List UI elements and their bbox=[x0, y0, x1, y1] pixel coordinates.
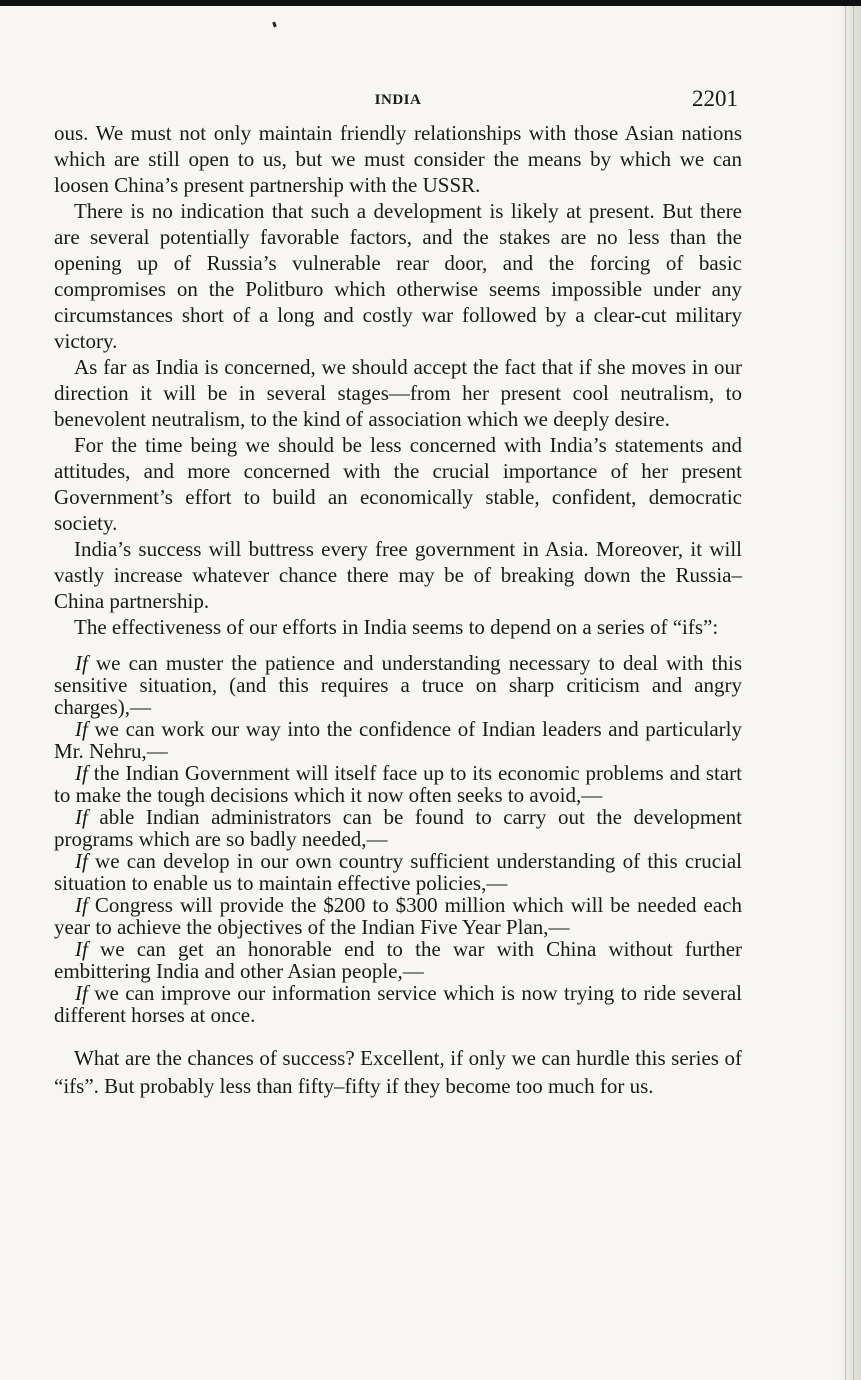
if-item bbox=[54, 718, 742, 762]
if-text: able Indian administrators can be found to carry out the development programs which are so badly needed,— bbox=[54, 805, 742, 851]
binding-edge bbox=[839, 6, 861, 1380]
if-text: we can work our way into the confidence of Indian leaders and particularly Mr. Nehru,— bbox=[54, 717, 742, 763]
running-head: INDIA bbox=[374, 92, 422, 108]
if-word: If bbox=[75, 937, 88, 961]
if-word: If bbox=[75, 849, 88, 873]
page-number: 2201 bbox=[692, 86, 738, 111]
paragraph: The effectiveness of our efforts in India seems to depend on a series of “ifs”: bbox=[74, 615, 719, 639]
document-page bbox=[54, 86, 742, 1100]
if-text: we can muster the patience and understanding necessary to deal with this sensitive situation, (and this requires a truce on sharp criticism and angry charges),— bbox=[54, 651, 742, 719]
if-item bbox=[54, 938, 742, 982]
if-text: the Indian Government will itself face up to its economic problems and start to make the tough decisions which it now often seeks to avoid,— bbox=[54, 761, 743, 807]
if-text: Congress will provide the $200 to $300 million which will be needed each year to achieve the objectives of the Indian Five Year Plan,— bbox=[54, 893, 742, 939]
ifs-list bbox=[54, 652, 742, 1026]
if-word: If bbox=[75, 981, 88, 1005]
paragraph: As far as India is concerned, we should accept the fact that if she moves in our direction it will be in several stages—from her present cool neutralism, to benevolent neutralism, to the kind of association which we deeply desire. bbox=[54, 355, 742, 431]
if-item bbox=[54, 894, 742, 938]
if-item bbox=[54, 850, 742, 894]
if-word: If bbox=[75, 717, 88, 741]
if-item bbox=[54, 982, 742, 1026]
if-item bbox=[54, 806, 742, 850]
ink-speck bbox=[272, 22, 277, 28]
paragraph: For the time being we should be less concerned with India’s statements and attitudes, and more concerned with the crucial importance of her present Government’s effort to build an economically stable, confident, democratic society. bbox=[54, 433, 742, 535]
if-word: If bbox=[75, 893, 88, 917]
paragraph: There is no indication that such a development is likely at present. But there are several potentially favorable factors, and the stakes are no less than the opening up of Russia’s vulnerable rear door, and the forcing of basic compromises on the Politburo which otherwise seems impossible under any circumstances short of a long and costly war followed by a clear-cut military victory. bbox=[54, 199, 742, 353]
page-top-border bbox=[0, 0, 861, 6]
if-text: we can develop in our own country sufficient understanding of this crucial situation to enable us to maintain effective policies,— bbox=[54, 849, 743, 895]
paragraph: India’s success will buttress every free government in Asia. Moreover, it will vastly increase whatever chance there may be of breaking down the Russia–China partnership. bbox=[54, 537, 742, 613]
if-word: If bbox=[75, 805, 88, 829]
if-item bbox=[54, 762, 742, 806]
if-word: If bbox=[75, 761, 88, 785]
closing-paragraph: What are the chances of success? Excellent, if only we can hurdle this series of “ifs”. But probably less than fifty–fifty if they become too much for us. bbox=[54, 1046, 742, 1098]
if-word: If bbox=[75, 651, 88, 675]
if-text: we can improve our information service which is now trying to ride several different horses at once. bbox=[54, 981, 743, 1027]
if-item bbox=[54, 652, 742, 718]
if-text: we can get an honorable end to the war with China without further embittering India and other Asian people,— bbox=[54, 937, 743, 983]
page-header bbox=[54, 86, 742, 120]
closing-section bbox=[54, 1044, 742, 1100]
paragraph-continued: ous. We must not only maintain friendly relationships with those Asian nations which are still open to us, but we must consider the means by which we can loosen China’s present partnership with the USSR. bbox=[54, 121, 742, 197]
